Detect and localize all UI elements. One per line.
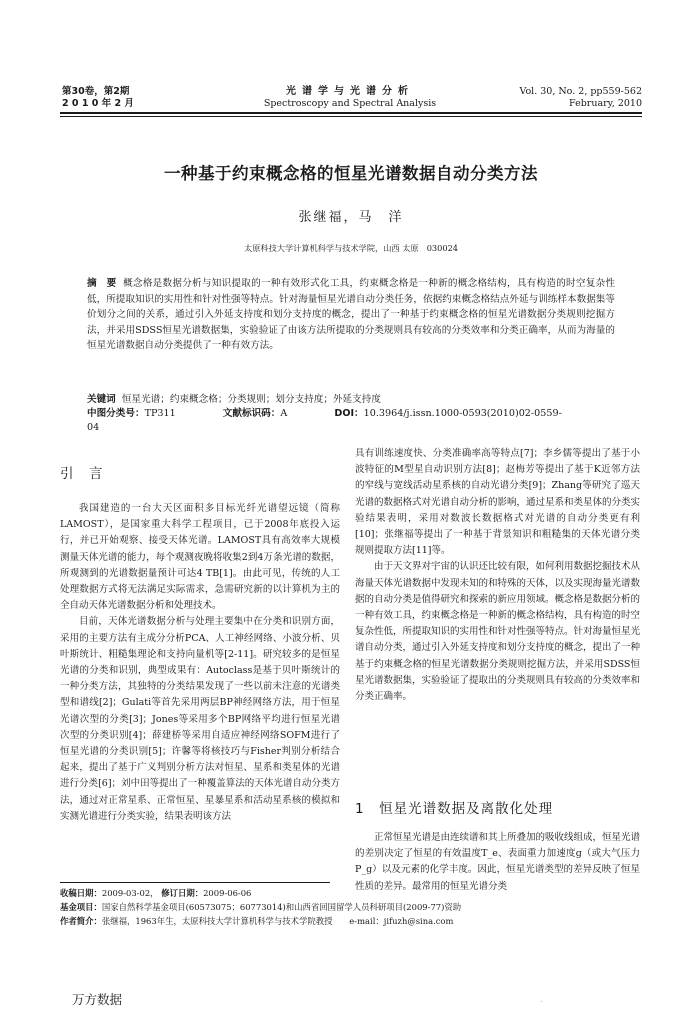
- paper-affiliation: 太原科技大学计算机科学与技术学院，山西 太原 030024: [244, 243, 458, 253]
- section-1-heading: 1 恒星光谱数据及离散化处理: [355, 801, 554, 817]
- header-citation: [470, 86, 642, 110]
- right-column-top: [355, 446, 640, 705]
- doc-code-value: A: [280, 408, 288, 419]
- paper-title: 一种基于约束概念格的恒星光谱数据自动分类方法: [164, 164, 538, 183]
- header-rule-thin: [60, 116, 642, 117]
- footnote-rule: [60, 882, 330, 883]
- intro-paragraph-3: 由于天文界对宇宙的认识还比较有限，如何利用数据挖掘技术从海量天体光谱数据中发现未知的和特殊的天体，以及实现海量光谱数据的自动分类是值得研究和探索的新应用领域。概念格是数据分析的一种有效工具，约束概念格是一种新的概念格结构，具有构造的时空复杂性低，所提取知识的实用性和针对性强等特点。针对海量恒星光谱自动分类，通过引入外延支持度和划分支持度的概念，提出了一种基于约束概念格的恒星光谱数据分类规则挖掘方法，并采用SDSS恒星光谱数据集，实验验证了提取出的分类规则具有较高的分类效率和分类正确率。: [355, 561, 641, 703]
- header-rule-thick: [60, 112, 642, 114]
- revised-label: 修订日期：: [161, 888, 204, 898]
- header-journal-en: Spectroscopy and Spectral Analysis: [263, 98, 437, 109]
- intro-heading: 引 言: [60, 466, 104, 482]
- header-date-cn: 2 0 1 0 年 2 月: [62, 98, 134, 109]
- header-vol-issue-en: Vol. 30, No. 2, pp559-562: [519, 86, 642, 97]
- footnotes: [60, 886, 642, 928]
- doi-value: 10.3964/j.issn.1000-0593(2010)02-0559-04: [87, 408, 562, 433]
- clc-value: TP311: [144, 408, 176, 419]
- header-date-en: February, 2010: [569, 98, 642, 109]
- paper-authors: 张继福，马 洋: [298, 210, 404, 225]
- header-journal: [220, 86, 480, 110]
- abstract: [87, 276, 615, 354]
- intro-paragraph-2-continued: 具有训练速度快、分类准确率高等特点[7]；李乡儒等提出了基于小波特征的M型星自动识别方法[8]；赵梅芳等提出了基于K近邻方法的窄线与宽线活动星系核的自动光谱分类[9]；Zhang等研究了巡天光谱的数据格式对光谱自动分析的影响，通过星系和类星体的分类实验结果表明，采用对数波长数据格式对光谱的自动分类更有利[10]；张继福等提出了一种基于背景知识和粗糙集的天体光谱分类规则提取方法[11]等。: [355, 448, 641, 557]
- intro-paragraph-2: 目前，天体光谱数据分析与处理主要集中在分类和识别方面，采用的主要方法有主成分分析PCA、人工神经网络、小波分析、贝叶斯统计、粗糙集理论和支持向量机等[2-11]。研究较多的是恒星光谱的分类和识别，典型成果有：Autoclass是基于贝叶斯统计的一种分类方法，其独特的分类结果发现了一些以前未注意的光谱类型和谱线[2]；Gulati等首先采用两层BP神经网络方法，用于恒星光谱次型的分类[3]；Jones等采用多个BP网络平均进行恒星光谱次型的分类识别[4]；薛建桥等采用自适应神经网络SOFM进行了恒星光谱的分类识别[5]；许馨等将核技巧与Fisher判别分析结合起来，提出了基于广义判别分析方法对恒星、星系和类星体的光谱进行分类[6]；刘中田等提出了一种覆盖算法的天体光谱自动分类方法，通过对正常星系、正常恒星、星暴星系和活动星系核的模拟和实测光谱进行分类实验，结果表明该方法: [60, 616, 340, 822]
- header-journal-cn: 光谱学与光谱分析: [286, 86, 414, 97]
- doc-code-label: 文献标识码：: [222, 408, 281, 419]
- fund-text: 国家自然科学基金项目(60573075；60773014)和山西省回国留学人员科研项目(2009-77)资助: [101, 902, 462, 912]
- abstract-label: 摘 要: [87, 278, 117, 289]
- received-date: 2009-03-02，: [101, 888, 159, 898]
- bio-text: 张继福，1963年生，太原科技大学计算机科学与技术学院教授 e-mail：jifuzh@sina.com: [101, 916, 454, 926]
- intro-paragraph-1: 我国建造的一台大天区面积多目标光纤光谱望远镜（简称LAMOST），是国家重大科学工程项目，已于2008年底投入运行，并已开始观察、接受天体光谱。LAMOST具有高效率大规模测量天体光谱的能力，每个观测夜晚将收集2到4万条光谱的数据，所观测到的光谱数据量预计可达4 TB[1]。由此可见，传统的人工处理数据方式将无法满足实际需求，急需研究新的以计算机为主的全自动天体光谱数据分析和处理技术。: [60, 503, 340, 612]
- bio-label: 作者简介：: [60, 916, 102, 926]
- left-column: [60, 501, 340, 825]
- received-label: 收稿日期：: [60, 888, 102, 898]
- clc-label: 中图分类号：: [87, 408, 145, 419]
- revised-date: 2009-06-06: [203, 888, 252, 898]
- header-volume-issue: [62, 86, 182, 110]
- keywords-text: 恒星光谱；约束概念格；分类规则；划分支持度；外延支持度: [121, 394, 381, 405]
- watermark: 万方数据: [72, 992, 123, 1007]
- doi-label: DOI：: [334, 408, 364, 419]
- header-vol-issue-cn: 第30卷，第2期: [62, 86, 130, 97]
- keywords-label: 关键词: [87, 394, 116, 405]
- keywords-block: [87, 393, 615, 435]
- section-1-paragraph-1: 正常恒星光谱是由连续谱和其上所叠加的吸收线组成，恒星光谱的差别决定了恒星的有效温度T_e、表面重力加速度g（或大气压力P_g）以及元素的化学丰度。因此，恒星光谱类型的差异反映了恒星性质的差异。最常用的恒星光谱分类: [355, 832, 641, 892]
- page-marker: .: [540, 995, 543, 1004]
- fund-label: 基金项目：: [60, 902, 102, 912]
- abstract-text: 概念格是数据分析与知识提取的一种有效形式化工具，约束概念格是一种新的概念格结构，具有构造的时空复杂性低，所提取知识的实用性和针对性强等特点。针对海量恒星光谱自动分类任务，依据约束概念格结点外延与训练样本数据集等价划分之间的关系，通过引入外延支持度和划分支持度的概念，提出了一种基于约束概念格的恒星光谱数据分类规则挖掘方法，并采用SDSS恒星光谱数据集，实验验证了由该方法所提取的分类规则具有较高的分类效率和分类正确率，从而为海量的恒星光谱数据自动分类提供了一种有效方法。: [87, 278, 616, 352]
